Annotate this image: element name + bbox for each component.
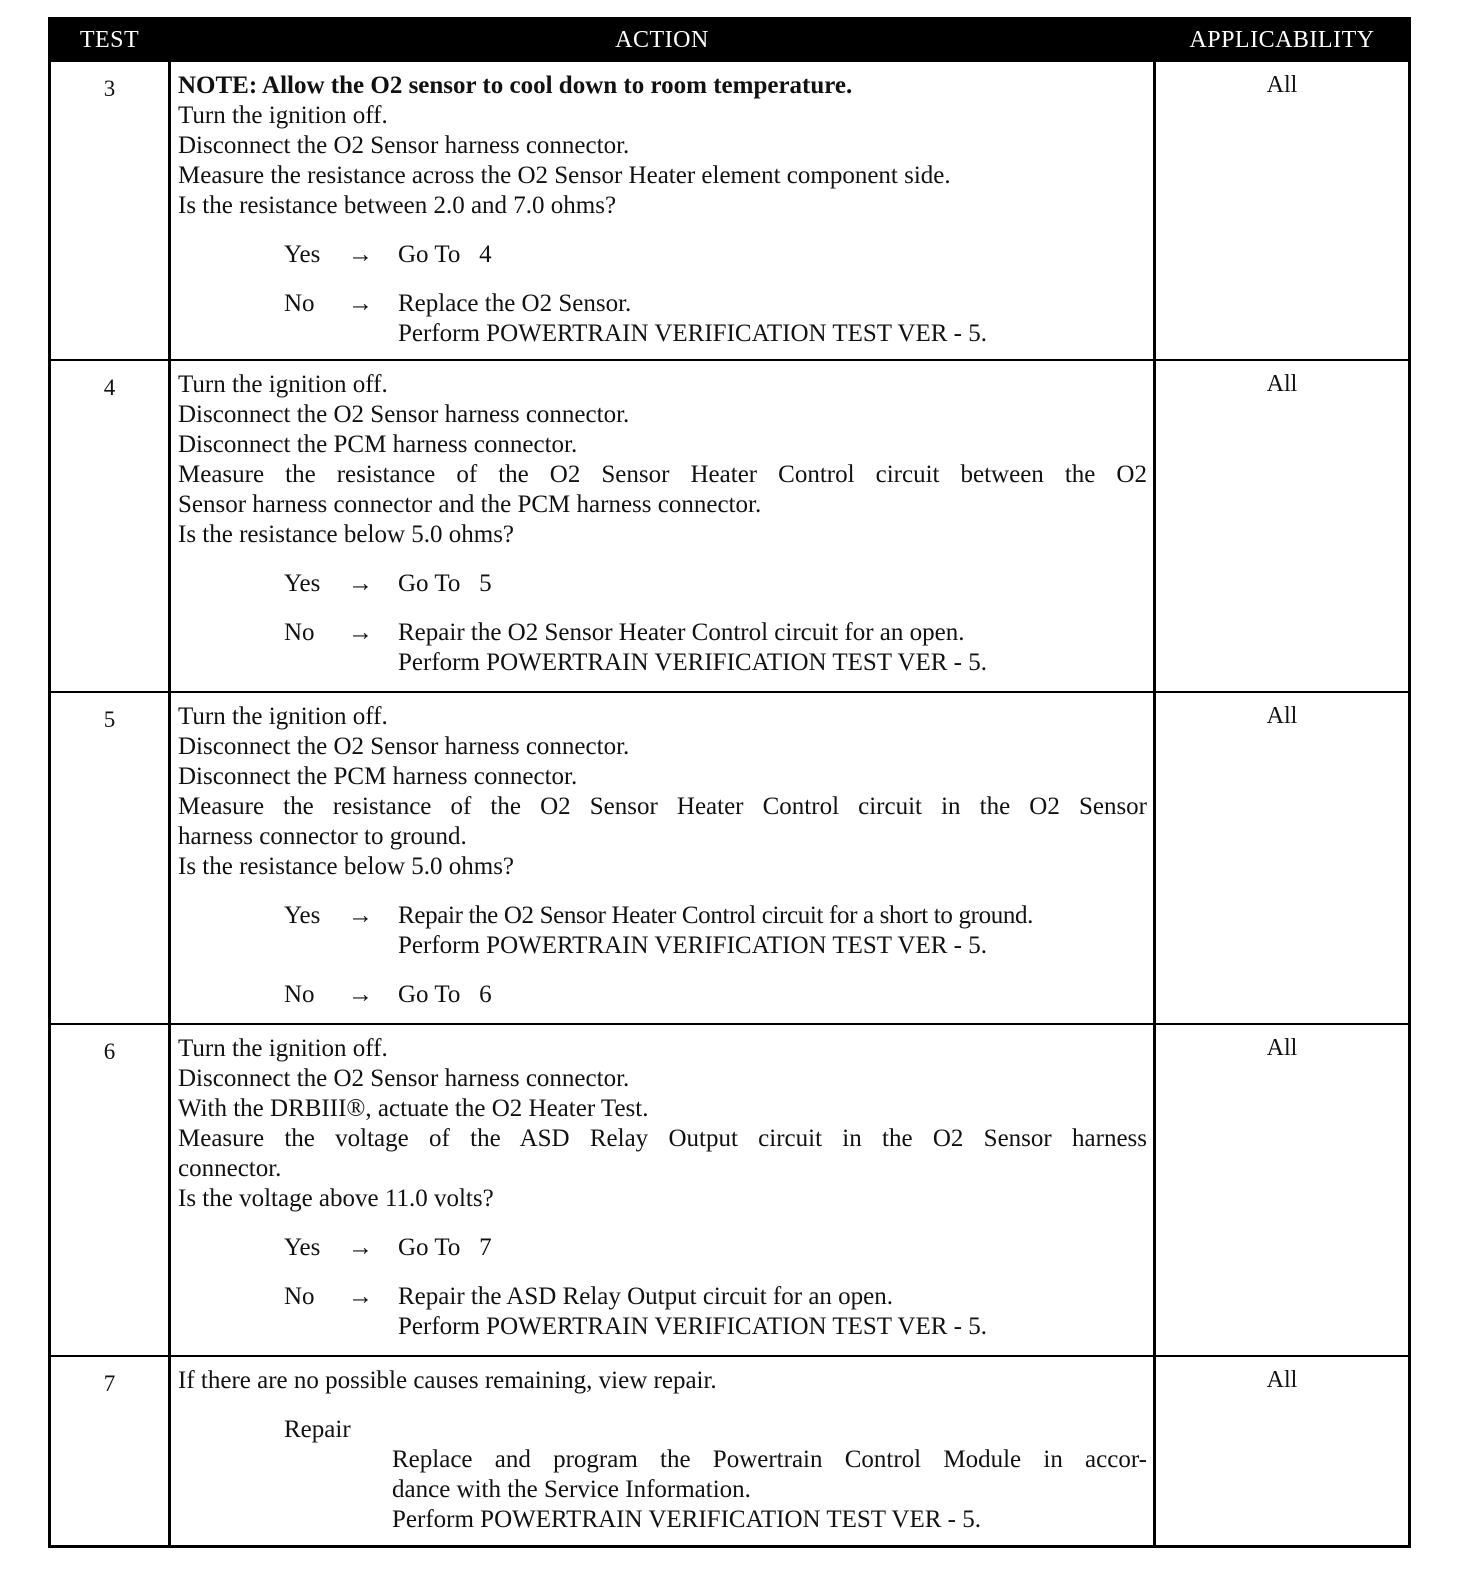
repair-line: Replace and program the Powertrain Control Module in accor-: [392, 1446, 1147, 1473]
no-label: No: [284, 290, 315, 317]
repair-instructions: [392, 1445, 1147, 1535]
no-result-line: Perform POWERTRAIN VERIFICATION TEST VER - 5.: [398, 320, 988, 347]
yes-option: [178, 901, 1147, 961]
arrow-icon: →: [348, 241, 373, 268]
no-result: Go To 6: [398, 981, 492, 1008]
yes-label: Yes: [284, 241, 321, 268]
no-label: No: [284, 619, 315, 646]
yes-result: Go To 7: [398, 1234, 492, 1261]
action-cell: [168, 361, 1156, 691]
diagnostic-test-table: [48, 17, 1411, 1548]
arrow-icon: →: [348, 619, 373, 646]
table-row: [51, 691, 1408, 1023]
no-result: [398, 289, 1147, 349]
step-text: harness connector to ground.: [178, 823, 467, 850]
no-label: No: [284, 1283, 315, 1310]
applicability-value: All: [1266, 72, 1298, 98]
no-result-line: Repair the O2 Sensor Heater Control circuit for an open.: [398, 619, 965, 646]
step-text: Measure the resistance across the O2 Sensor Heater element component side.: [178, 162, 951, 189]
action-cell: [168, 1357, 1156, 1545]
step-text: If there are no possible causes remaining, view repair.: [178, 1367, 717, 1394]
header-test: TEST: [79, 26, 140, 53]
table-row: [51, 1023, 1408, 1355]
yes-result: Go To 4: [398, 241, 492, 268]
no-option: [178, 289, 1147, 349]
step-text: Measure the resistance of the O2 Sensor Heater Control circuit between the O2: [178, 461, 1147, 488]
no-result: [398, 1282, 1147, 1342]
note-text: NOTE: Allow the O2 sensor to cool down to room temperature.: [178, 72, 853, 99]
step-text: Turn the ignition off.: [178, 102, 388, 129]
yes-label: Yes: [284, 902, 321, 929]
applicability-value: All: [1266, 1367, 1298, 1393]
yes-result-line: Repair the O2 Sensor Heater Control circuit for a short to ground.: [398, 902, 1034, 929]
header-applicability: APPLICABILITY: [1189, 26, 1375, 53]
action-cell: [168, 62, 1156, 359]
yes-result: Go To 5: [398, 570, 492, 597]
table-row: [51, 359, 1408, 691]
step-text: Disconnect the PCM harness connector.: [178, 763, 578, 790]
arrow-icon: →: [348, 290, 373, 317]
test-number: 3: [103, 76, 116, 101]
no-result-line: Perform POWERTRAIN VERIFICATION TEST VER - 5.: [398, 649, 988, 676]
step-text: Turn the ignition off.: [178, 371, 388, 398]
arrow-icon: →: [348, 1283, 373, 1310]
question-text: Is the resistance between 2.0 and 7.0 ohms?: [178, 192, 617, 219]
table-row: [51, 1355, 1408, 1545]
applicability-value: All: [1266, 703, 1298, 729]
repair-line: dance with the Service Information.: [392, 1476, 751, 1503]
no-result-line: Replace the O2 Sensor.: [398, 290, 632, 317]
repair-line: Perform POWERTRAIN VERIFICATION TEST VER - 5.: [392, 1506, 982, 1533]
test-number: 4: [103, 375, 116, 400]
test-number: 6: [103, 1039, 116, 1064]
no-result-line: Repair the ASD Relay Output circuit for an open.: [398, 1283, 894, 1310]
no-result-line: Perform POWERTRAIN VERIFICATION TEST VER - 5.: [398, 1313, 988, 1340]
arrow-icon: →: [348, 902, 373, 929]
yes-label: Yes: [284, 570, 321, 597]
yes-option: [178, 569, 1147, 599]
action-cell: [168, 693, 1156, 1023]
table-header: [51, 20, 1408, 60]
question-text: Is the resistance below 5.0 ohms?: [178, 521, 515, 548]
action-cell: [168, 1025, 1156, 1355]
test-number: 7: [103, 1371, 116, 1396]
table-row: [51, 60, 1408, 359]
no-option: [178, 980, 1147, 1010]
yes-result: [398, 901, 1147, 961]
question-text: Is the resistance below 5.0 ohms?: [178, 853, 515, 880]
applicability-value: All: [1266, 1035, 1298, 1061]
arrow-icon: →: [348, 981, 373, 1008]
yes-result-line: Perform POWERTRAIN VERIFICATION TEST VER - 5.: [398, 932, 988, 959]
no-label: No: [284, 981, 315, 1008]
step-text: Turn the ignition off.: [178, 703, 388, 730]
step-text: Disconnect the O2 Sensor harness connector.: [178, 1065, 630, 1092]
step-text: connector.: [178, 1155, 282, 1182]
step-text: Disconnect the O2 Sensor harness connector.: [178, 733, 630, 760]
step-text: Turn the ignition off.: [178, 1035, 388, 1062]
question-text: Is the voltage above 11.0 volts?: [178, 1185, 494, 1212]
arrow-icon: →: [348, 1234, 373, 1261]
step-text: Sensor harness connector and the PCM harness connector.: [178, 491, 762, 518]
yes-option: [178, 240, 1147, 270]
no-option: [178, 618, 1147, 678]
yes-option: [178, 1233, 1147, 1263]
step-text: With the DRBIII®, actuate the O2 Heater Test.: [178, 1095, 649, 1122]
header-action: ACTION: [615, 26, 709, 53]
yes-label: Yes: [284, 1234, 321, 1261]
step-text: Measure the resistance of the O2 Sensor Heater Control circuit in the O2 Sensor: [178, 793, 1147, 820]
test-number: 5: [103, 707, 116, 732]
step-text: Disconnect the O2 Sensor harness connector.: [178, 132, 630, 159]
arrow-icon: →: [348, 570, 373, 597]
step-text: Measure the voltage of the ASD Relay Output circuit in the O2 Sensor harness: [178, 1125, 1147, 1152]
repair-label: Repair: [284, 1416, 351, 1443]
no-result: [398, 618, 1147, 678]
step-text: Disconnect the O2 Sensor harness connector.: [178, 401, 630, 428]
step-text: Disconnect the PCM harness connector.: [178, 431, 578, 458]
applicability-value: All: [1266, 371, 1298, 397]
no-option: [178, 1282, 1147, 1342]
